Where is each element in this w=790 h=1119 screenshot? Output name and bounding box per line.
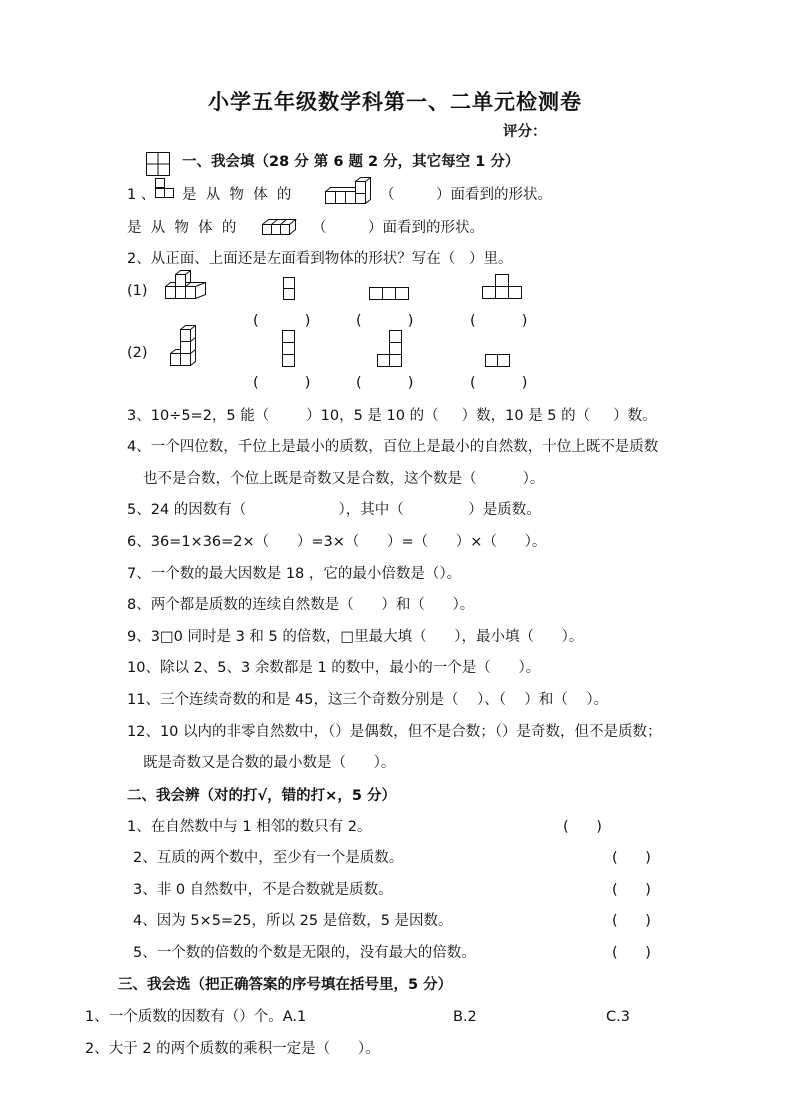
q5: 5、24 的因数有（ ），其中（ ）是质数。 bbox=[127, 502, 541, 518]
q2-text: 2、从正面、上面还是左面看到物体的形状？写在（ ）里。 bbox=[127, 251, 513, 267]
q1a-mid: 是 从 物 体 的 bbox=[182, 187, 292, 203]
q2-blank-1a[interactable]: ( ) bbox=[253, 313, 311, 329]
judge-item-1: 1、在自然数中与 1 相邻的数只有 2。 bbox=[127, 819, 372, 835]
q8: 8、两个都是质数的连续自然数是（ ）和（ ）。 bbox=[127, 597, 475, 613]
judge-paren-1[interactable]: ( ) bbox=[563, 819, 602, 835]
q2-blank-2c[interactable]: ( ) bbox=[470, 375, 528, 391]
q2-blank-2b[interactable]: ( ) bbox=[356, 375, 414, 391]
q4-line2: 也不是合数，个位上既是奇数又是合数，这个数是（ ）。 bbox=[143, 471, 545, 487]
solid-figure-2 bbox=[170, 325, 204, 367]
judge-paren-2[interactable]: ( ) bbox=[612, 850, 651, 866]
q4-line1: 4、一个四位数，千位上是最小的质数，百位上是最小的自然数，十位上既不是质数 bbox=[127, 439, 659, 455]
view-2b bbox=[377, 330, 403, 368]
judge-paren-3[interactable]: ( ) bbox=[612, 882, 651, 898]
judge-item-4: 4、因为 5×5=25，所以 25 是倍数，5 是因数。 bbox=[133, 913, 453, 929]
q2-label-1: (1) bbox=[127, 283, 148, 299]
solid-figure-1 bbox=[165, 270, 213, 302]
q12-line2: 既是奇数又是合数的最小数是（ ）。 bbox=[143, 755, 396, 771]
cube-stack-figure bbox=[325, 181, 373, 209]
q2-label-2: (2) bbox=[127, 345, 148, 361]
q12-line1: 12、10 以内的非零自然数中，（）是偶数，但不是合数；（）是奇数，但不是质数； bbox=[127, 724, 662, 740]
view-1c bbox=[482, 274, 524, 300]
section3-heading: 三、我会选（把正确答案的序号填在括号里，5 分） bbox=[118, 977, 453, 993]
q11: 11、三个连续奇数的和是 45，这三个奇数分别是（ ）、（ ）和（ ）。 bbox=[127, 692, 609, 708]
q1b-prefix: 是 从 物 体 的 bbox=[127, 220, 237, 236]
q2-blank-2a[interactable]: ( ) bbox=[253, 375, 311, 391]
score-label: 评分： bbox=[503, 124, 547, 140]
q9: 9、3□0 同时是 3 和 5 的倍数，□里最大填（ ），最小填（ ）。 bbox=[127, 629, 584, 645]
judge-item-5: 5、一个数的倍数的个数是无限的，没有最大的倍数。 bbox=[133, 945, 476, 961]
view-2c bbox=[485, 354, 513, 368]
judge-item-3: 3、非 0 自然数中，不是合数就是质数。 bbox=[133, 882, 393, 898]
q2-blank-1c[interactable]: ( ) bbox=[470, 313, 528, 329]
choice-q1-option-c[interactable]: C.3 bbox=[606, 1009, 630, 1025]
judge-paren-5[interactable]: ( ) bbox=[612, 945, 651, 961]
view-1a bbox=[283, 277, 297, 301]
choice-q1-option-b[interactable]: B.2 bbox=[453, 1009, 477, 1025]
q1a-prefix: 1 、 bbox=[127, 187, 156, 203]
q2-blank-1b[interactable]: ( ) bbox=[356, 313, 414, 329]
q1a-suffix: （ ）面看到的形状。 bbox=[380, 187, 552, 203]
choice-q1: 1、一个质数的因数有（）个。A.1 bbox=[85, 1009, 307, 1025]
q6: 6、36=1×36=2×（ ）=3×（ ）=（ ）×（ ）。 bbox=[127, 534, 547, 550]
view-2a bbox=[282, 330, 296, 368]
q7: 7、一个数的最大因数是 18 ，它的最小倍数是（）。 bbox=[127, 566, 462, 582]
front-view-icon bbox=[155, 178, 177, 204]
judge-item-2: 2、互质的两个数中，至少有一个是质数。 bbox=[133, 850, 404, 866]
choice-q2: 2、大于 2 的两个质数的乘积一定是（ ）。 bbox=[85, 1041, 380, 1057]
section2-heading: 二、我会辨（对的打√，错的打×，5 分） bbox=[127, 788, 396, 804]
q3: 3、10÷5=2，5 能（ ）10，5 是 10 的（ ）数，10 是 5 的（ ）数。 bbox=[127, 408, 657, 424]
grid-icon bbox=[146, 152, 172, 178]
view-1b bbox=[369, 287, 411, 301]
section1-heading: 一、我会填（28 分 第 6 题 2 分，其它每空 1 分） bbox=[182, 154, 520, 170]
q1b-suffix: （ ）面看到的形状。 bbox=[312, 220, 484, 236]
judge-paren-4[interactable]: ( ) bbox=[612, 913, 651, 929]
cube-row-figure bbox=[262, 218, 298, 240]
q10: 10、除以 2、5、3 余数都是 1 的数中，最小的一个是（ ）。 bbox=[127, 660, 541, 676]
page-title: 小学五年级数学科第一、二单元检测卷 bbox=[208, 89, 582, 114]
